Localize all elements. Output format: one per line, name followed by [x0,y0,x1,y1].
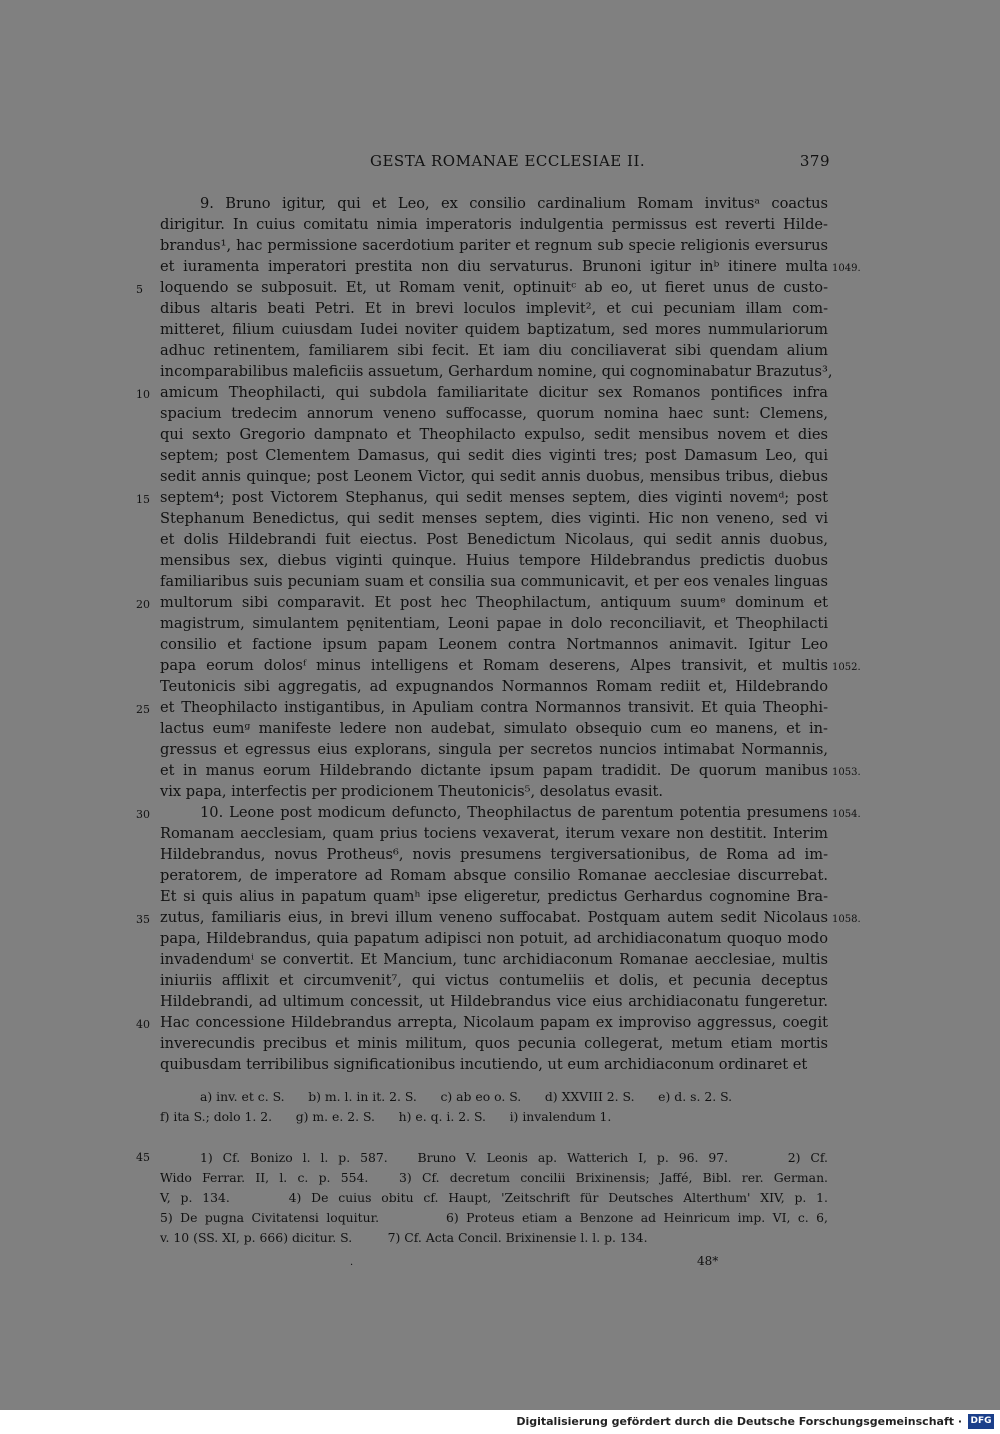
text-line: septem; post Clementem Damasus, qui sedit dies viginti tres; post Damasum Leo, qui [160,447,828,464]
line-number: 20 [136,598,150,611]
text-line: lactus eumᵍ manifeste ledere non audebat, simulato obsequio cum eo manens, et in- [160,720,828,737]
text-line: spacium tredecim annorum veneno suffocasse, quorum nomina haec sunt: Clemens, [160,405,828,422]
text-line: incomparabilibus maleficiis assuetum, Gerhardum nomine, qui cognominabatur Brazutus³, [160,363,833,380]
text-line: vix papa, interfectis per prodicionem Theutonicis⁵, desolatus evasit. [160,783,664,800]
text-line: 10. Leone post modicum defuncto, Theophilactus de parentum potentia presumens [200,804,828,821]
text-line: consilio et factione ipsum papam Leonem contra Nortmannos animavit. Igitur Leo [160,636,828,653]
margin-year: 1053. [832,767,861,778]
dfg-logo: DFG [968,1414,994,1429]
margin-year: 1058. [832,914,861,925]
margin-year: 1049. [832,263,861,274]
variant-note-line: f) ita S.; dolo 1. 2. g) m. e. 2. S. h) e. q. i. 2. S. i) invalendum 1. [160,1109,612,1124]
source-note-line: 5) De pugna Civitatensi loquitur. 6) Proteus etiam a Benzone ad Heinricum imp. VI, c. 6, [160,1210,828,1225]
text-line: septem⁴; post Victorem Stephanus, qui sedit menses septem, dies viginti novemᵈ; post [160,489,828,506]
source-note-line: 1) Cf. Bonizo l. l. p. 587. Bruno V. Leonis ap. Watterich I, p. 96. 97. 2) Cf. [200,1150,828,1165]
text-line: Hac concessione Hildebrandus arrepta, Nicolaum papam ex improviso aggressus, coegit [160,1014,828,1031]
text-line: mensibus sex, diebus viginti quinque. Huius tempore Hildebrandus predictis duobus [160,552,828,569]
line-number: 25 [136,703,150,716]
text-line: inverecundis precibus et minis militum, quos pecunia collegerat, metum etiam mortis [160,1035,828,1052]
text-line: invadendumⁱ se convertit. Et Mancium, tunc archidiaconum Romanae aecclesiae, multis [160,951,828,968]
text-line: Hildebrandi, ad ultimum concessit, ut Hildebrandus vice eius archidiaconatu fungeretur. [160,993,828,1010]
text-line: Romanam aecclesiam, quam prius tociens vexaverat, iterum vexare non destitit. Interim [160,825,828,842]
text-line: gressus et egressus eius explorans, singula per secretos nuncios intimabat Normannis, [160,741,828,758]
line-number: 5 [136,283,143,296]
text-line: mitteret, filium cuiusdam Iudei noviter quidem baptizatum, sed mores nummulariorum [160,321,828,338]
text-line: et iuramenta imperatori prestita non diu servaturus. Brunoni igitur inᵇ itinere multa [160,258,828,275]
signature-mark: 48* [697,1254,719,1268]
text-line: multorum sibi comparavit. Et post hec Theophilactum, antiquum suumᵉ dominum et [160,594,828,611]
text-line: 9. Bruno igitur, qui et Leo, ex consilio cardinalium Romam invitusᵃ coactus [200,195,828,212]
page-dot: · [350,1260,354,1271]
margin-year: 1054. [832,809,861,820]
text-line: sedit annis quinque; post Leonem Victor, qui sedit annis duobus, mensibus tribus, diebus [160,468,828,485]
text-line: papa, Hildebrandus, quia papatum adipisci non potuit, ad archidiaconatum quoquo modo [160,930,828,947]
text-line: Hildebrandus, novus Protheus⁶, novis presumens tergiversationibus, de Roma ad im- [160,846,828,863]
text-line: papa eorum dolosᶠ minus intelligens et Romam deserens, Alpes transivit, et multis [160,657,828,674]
source-note-line: v. 10 (SS. XI, p. 666) dicitur. S. 7) Cf. Acta Concil. Brixinensie l. l. p. 134. [160,1230,648,1245]
line-number: 15 [136,493,150,506]
text-line: Teutonicis sibi aggregatis, ad expugnandos Normannos Romam rediit et, Hildebrando [160,678,828,695]
source-note-line: Wido Ferrar. II, l. c. p. 554. 3) Cf. decretum concilii Brixinensis; Jaffé, Bibl. rer. German. [160,1170,828,1185]
line-number: 10 [136,388,150,401]
text-line: et Theophilacto instigantibus, in Apuliam contra Normannos transivit. Et quia Theophi- [160,699,828,716]
text-line: brandus¹, hac permissione sacerdotium pariter et regnum sub specie religionis eversurus [160,237,828,254]
running-header [160,152,830,174]
text-line: zutus, familiaris eius, in brevi illum veneno suffocabat. Postquam autem sedit Nicolaus [160,909,828,926]
funding-text: Digitalisierung gefördert durch die Deutsche Forschungsgemeinschaft · [516,1415,962,1428]
text-line: dibus altaris beati Petri. Et in brevi loculos implevit², et cui pecuniam illam com- [160,300,828,317]
variant-note-line: a) inv. et c. S. b) m. l. in it. 2. S. c) ab eo o. S. d) XXVIII 2. S. e) d. s. 2. S. [200,1089,733,1104]
text-line: dirigitur. In cuius comitatu nimia imperatoris indulgentia permissus est reverti Hilde- [160,216,828,233]
text-line: qui sexto Gregorio dampnato et Theophilacto expulso, sedit mensibus novem et dies [160,426,828,443]
page-number: 379 [799,152,830,170]
text-line: peratorem, de imperatore ad Romam absque consilio Romanae aecclesiae discurrebat. [160,867,828,884]
text-line: loquendo se subposuit. Et, ut Romam venit, optinuitᶜ ab eo, ut fieret unus de custo- [160,279,828,296]
text-line: Stephanum Benedictus, qui sedit menses septem, dies viginti. Hic non veneno, sed vi [160,510,828,527]
line-number: 30 [136,808,150,821]
margin-year: 1052. [832,662,861,673]
text-line: et dolis Hildebrandi fuit eiectus. Post Benedictum Nicolaus, qui sedit annis duobus, [160,531,828,548]
line-number: 45 [136,1151,150,1164]
text-line: quibusdam terribilibus significationibus incutiendo, ut eum archidiaconum ordinaret et [160,1056,808,1073]
text-line: magistrum, simulantem pęnitentiam, Leoni papae in dolo reconciliavit, et Theophilacti [160,615,828,632]
text-line: adhuc retinentem, familiarem sibi fecit. Et iam diu conciliaverat sibi quendam alium [160,342,828,359]
text-line: familiaribus suis pecuniam suam et consilia sua communicavit, et per eos venales linguas [160,573,828,590]
line-number: 40 [136,1018,150,1031]
text-line: iniuriis afflixit et circumvenit⁷, qui victus contumeliis et dolis, et pecunia deceptus [160,972,828,989]
text-line: amicum Theophilacti, qui subdola familiaritate dicitur sex Romanos pontifices infra [160,384,828,401]
text-line: Et si quis alius in papatum quamʰ ipse eligeretur, predictus Gerhardus cognomine Bra- [160,888,828,905]
line-number: 35 [136,913,150,926]
text-line: et in manus eorum Hildebrando dictante ipsum papam tradidit. De quorum manibus [160,762,828,779]
running-title: GESTA ROMANAE ECCLESIAE II. [370,152,646,170]
footer-bar [0,1410,1000,1434]
source-note-line: V, p. 134. 4) De cuius obitu cf. Haupt, 'Zeitschrift für Deutsches Alterthum' XIV, p. 1. [160,1190,828,1205]
